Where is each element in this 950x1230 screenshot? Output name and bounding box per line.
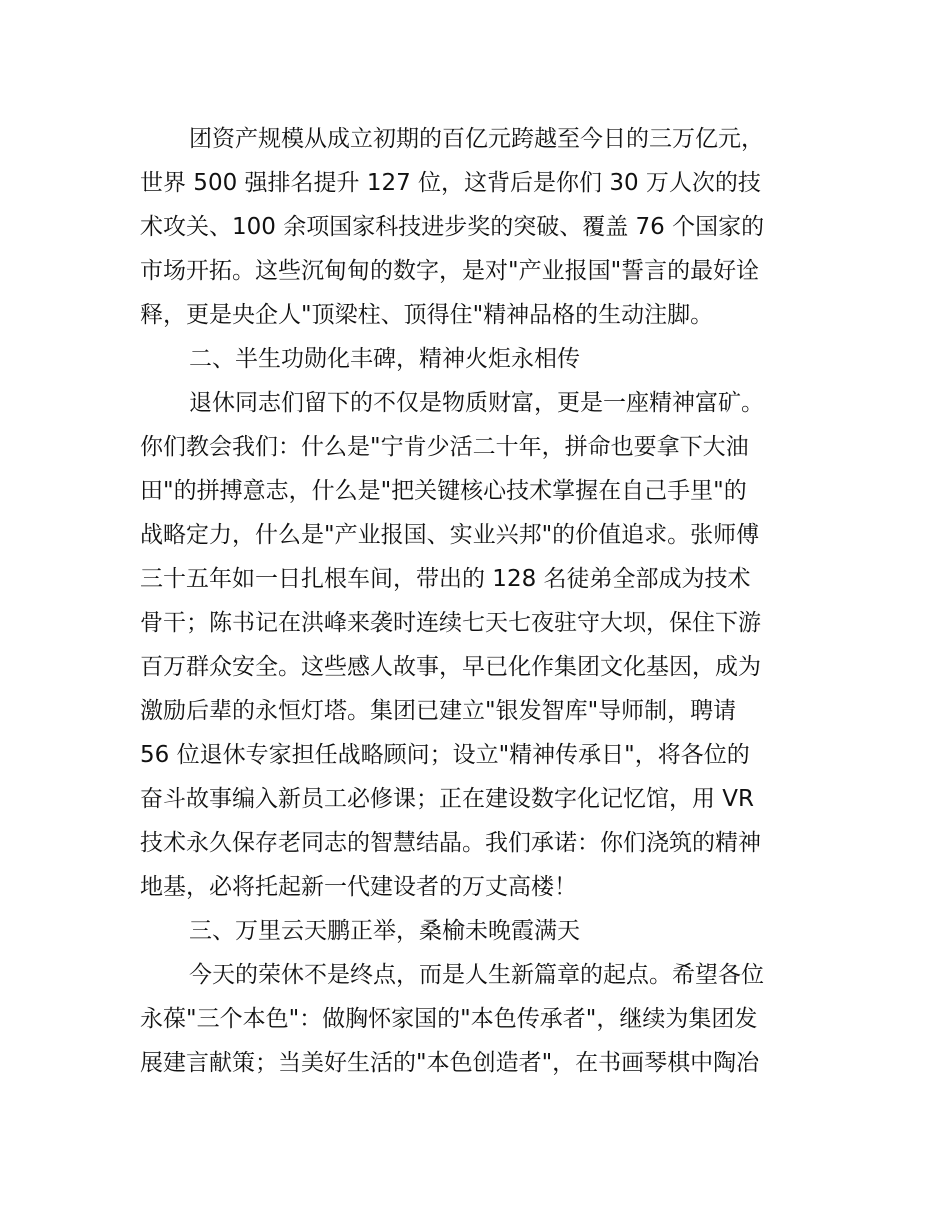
paragraph-line: 技术永久保存老同志的智慧结晶。我们承诺：你们浇筑的精神: [140, 830, 761, 856]
section-heading-2: 二、半生功勋化丰碑，精神火炬永相传: [189, 346, 580, 372]
paragraph-line: 百万群众安全。这些感人故事，早已化作集团文化基因，成为: [140, 654, 761, 680]
paragraph-3: [140, 953, 812, 1085]
paragraph-line: 激励后辈的永恒灯塔。集团已建立"银发智库"导师制，聘请: [140, 698, 737, 724]
paragraph-line: 你们教会我们：什么是"宁肯少活二十年，拼命也要拿下大油: [140, 434, 749, 460]
paragraph-line: 团资产规模从成立初期的百亿元跨越至今日的三万亿元，: [189, 126, 764, 152]
paragraph-line: 今天的荣休不是终点，而是人生新篇章的起点。希望各位: [189, 962, 764, 988]
paragraph-2: [140, 381, 812, 909]
paragraph-line: 奋斗故事编入新员工必修课；正在建设数字化记忆馆，用 VR: [140, 786, 755, 812]
paragraph-line: 56 位退休专家担任战略顾问；设立"精神传承日"，将各位的: [140, 742, 750, 768]
section-heading-3: 三、万里云天鹏正举，桑榆未晚霞满天: [189, 918, 580, 944]
paragraph-line: 术攻关、100 余项国家科技进步奖的突破、覆盖 76 个国家的: [140, 214, 765, 240]
paragraph-line: 永葆"三个本色"：做胸怀家国的"本色传承者"，继续为集团发: [140, 1006, 758, 1032]
paragraph-line: 战略定力，什么是"产业报国、实业兴邦"的价值追求。张师傅: [140, 522, 760, 548]
paragraph-line: 释，更是央企人"顶梁柱、顶得住"精神品格的生动注脚。: [140, 302, 714, 328]
paragraph-1: [140, 117, 812, 337]
paragraph-line: 三十五年如一日扎根车间，带出的 128 名徒弟全部成为技术: [140, 566, 751, 592]
paragraph-line: 展建言献策；当美好生活的"本色创造者"，在书画琴棋中陶冶: [140, 1050, 760, 1076]
paragraph-line: 市场开拓。这些沉甸甸的数字，是对"产业报国"誓言的最好诠: [140, 258, 760, 284]
paragraph-line: 地基，必将托起新一代建设者的万丈高楼！: [140, 874, 577, 900]
paragraph-line: 骨干；陈书记在洪峰来袭时连续七天七夜驻守大坝，保住下游: [140, 610, 761, 636]
document-body: [140, 117, 812, 1085]
paragraph-line: 田"的拼搏意志，什么是"把关键核心技术掌握在自己手里"的: [140, 478, 747, 504]
paragraph-line: 退休同志们留下的不仅是物质财富，更是一座精神富矿。: [189, 390, 764, 416]
paragraph-line: 世界 500 强排名提升 127 位，这背后是你们 30 万人次的技: [140, 170, 761, 196]
